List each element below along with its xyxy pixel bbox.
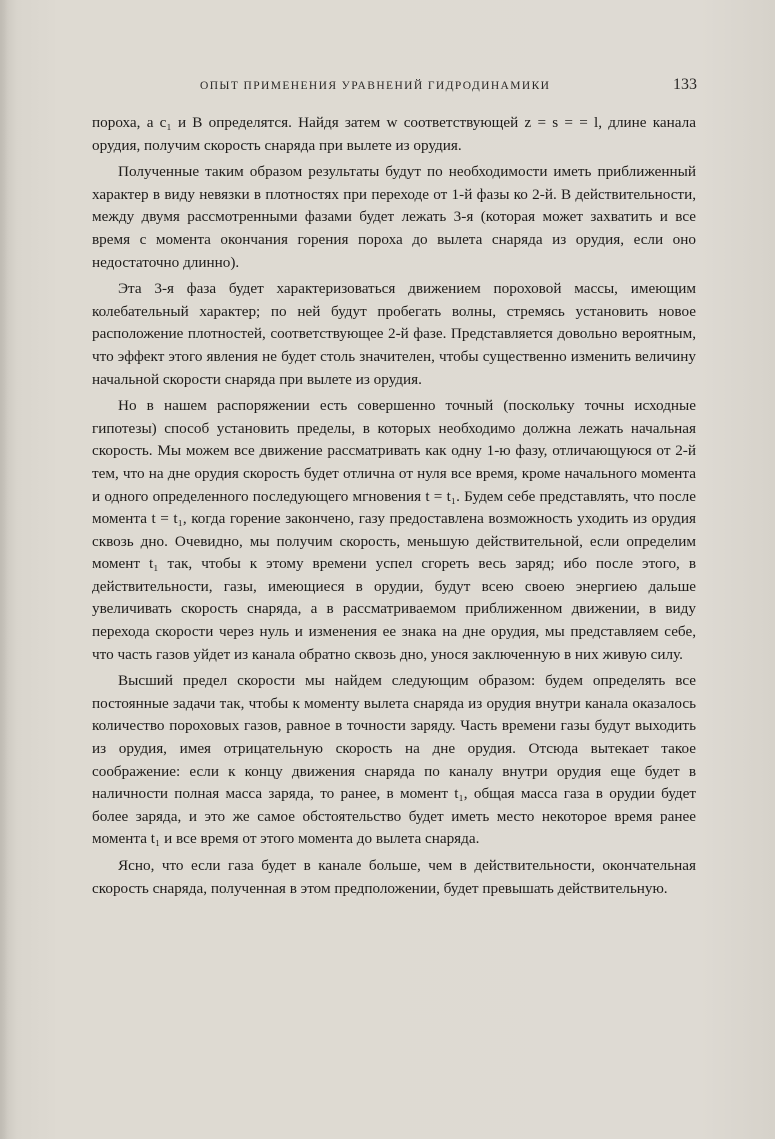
paragraph-5: Высший предел скорости мы найдем следующим образом: будем определять все постоянные задачи так, чтобы к моменту вылета снаряда из орудия внутри канала оказалось количество пороховых газов, равное в точности заряду. Часть времени газы будут выходить из орудия, имея отрицательную скорость на дне орудия. Отсюда вытекает такое соображение: если к концу движения снаряда по каналу внутри орудия еще будет в наличности полная масса заряда, то ранее, в момент t₁, общая масса газа в орудии будет более заряда, и это же самое обстоятельство будет иметь место некоторое время ранее момента t₁ и все время от этого момента до вылета снаряда.	[92, 672, 696, 848]
page-number: 133	[673, 76, 697, 93]
paragraph-3: Эта 3-я фаза будет характеризоваться движением пороховой массы, имеющим колебательный характер; по ней будут пробегать волны, стремясь установить новое расположение плотностей, соответствующее 2-й фазе. Представляется довольно вероятным, что эффект этого явления не будет столь значителен, чтобы существенно изменить величину начальной скорости снаряда при вылете из орудия.	[92, 280, 696, 388]
gutter-shadow	[0, 0, 8, 1139]
paragraph-4: Но в нашем распоряжении есть совершенно точный (поскольку точны исходные гипотезы) способ установить пределы, в которых необходимо должна лежать начальная скорость. Мы можем все движение рассматривать как одну 1-ю фазу, отличающуюся от 2-й тем, что на дне орудия скорость будет отлична от нуля все время, кроме начального момента и одного определенного последующего мгновения t = t₁. Будем себе представлять, что после момента t = t₁, когда горение закончено, газу предоставлена возможность уходить из орудия сквозь дно. Очевидно, мы получим скорость, меньшую действительной, если определим момент t₁ так, чтобы к этому времени успел сгореть весь заряд; ибо после этого, в действительности, газы, имеющиеся в орудии, будут всею своею энергиею дальше увеличивать скорость снаряда, а в рассматриваемом приближенном движении, в виду перехода скорости через нуль и изменения ее знака на дне орудия, мы представляем себе, что часть газов уйдет из канала обратно сквозь дно, унося заключенную в них живую силу.	[92, 397, 696, 663]
running-title: ОПЫТ ПРИМЕНЕНИЯ УРАВНЕНИЙ ГИДРОДИНАМИКИ	[200, 80, 551, 92]
page-header	[92, 76, 697, 98]
body-text	[92, 112, 696, 904]
paragraph-2: Полученные таким образом результаты будут по необходимости иметь приближенный характер в виду невязки в плотностях при переходе от 1-й фазы ко 2-й. В действительности, между двумя рассмотренными фазами будет лежать 3-я (которая может захватить и все время с момента окончания горения пороха до вылета снаряда из орудия, если оно недостаточно длинно).	[92, 163, 696, 271]
paragraph-1: пороха, а c₁ и B определятся. Найдя затем w соответствующей z = s = = l, длине канала орудия, получим скорость снаряда при вылете из орудия.	[92, 114, 696, 154]
paragraph-6: Ясно, что если газа будет в канале больше, чем в действительности, окончательная скорость снаряда, полученная в этом предположении, будет превышать действительную.	[92, 857, 696, 897]
